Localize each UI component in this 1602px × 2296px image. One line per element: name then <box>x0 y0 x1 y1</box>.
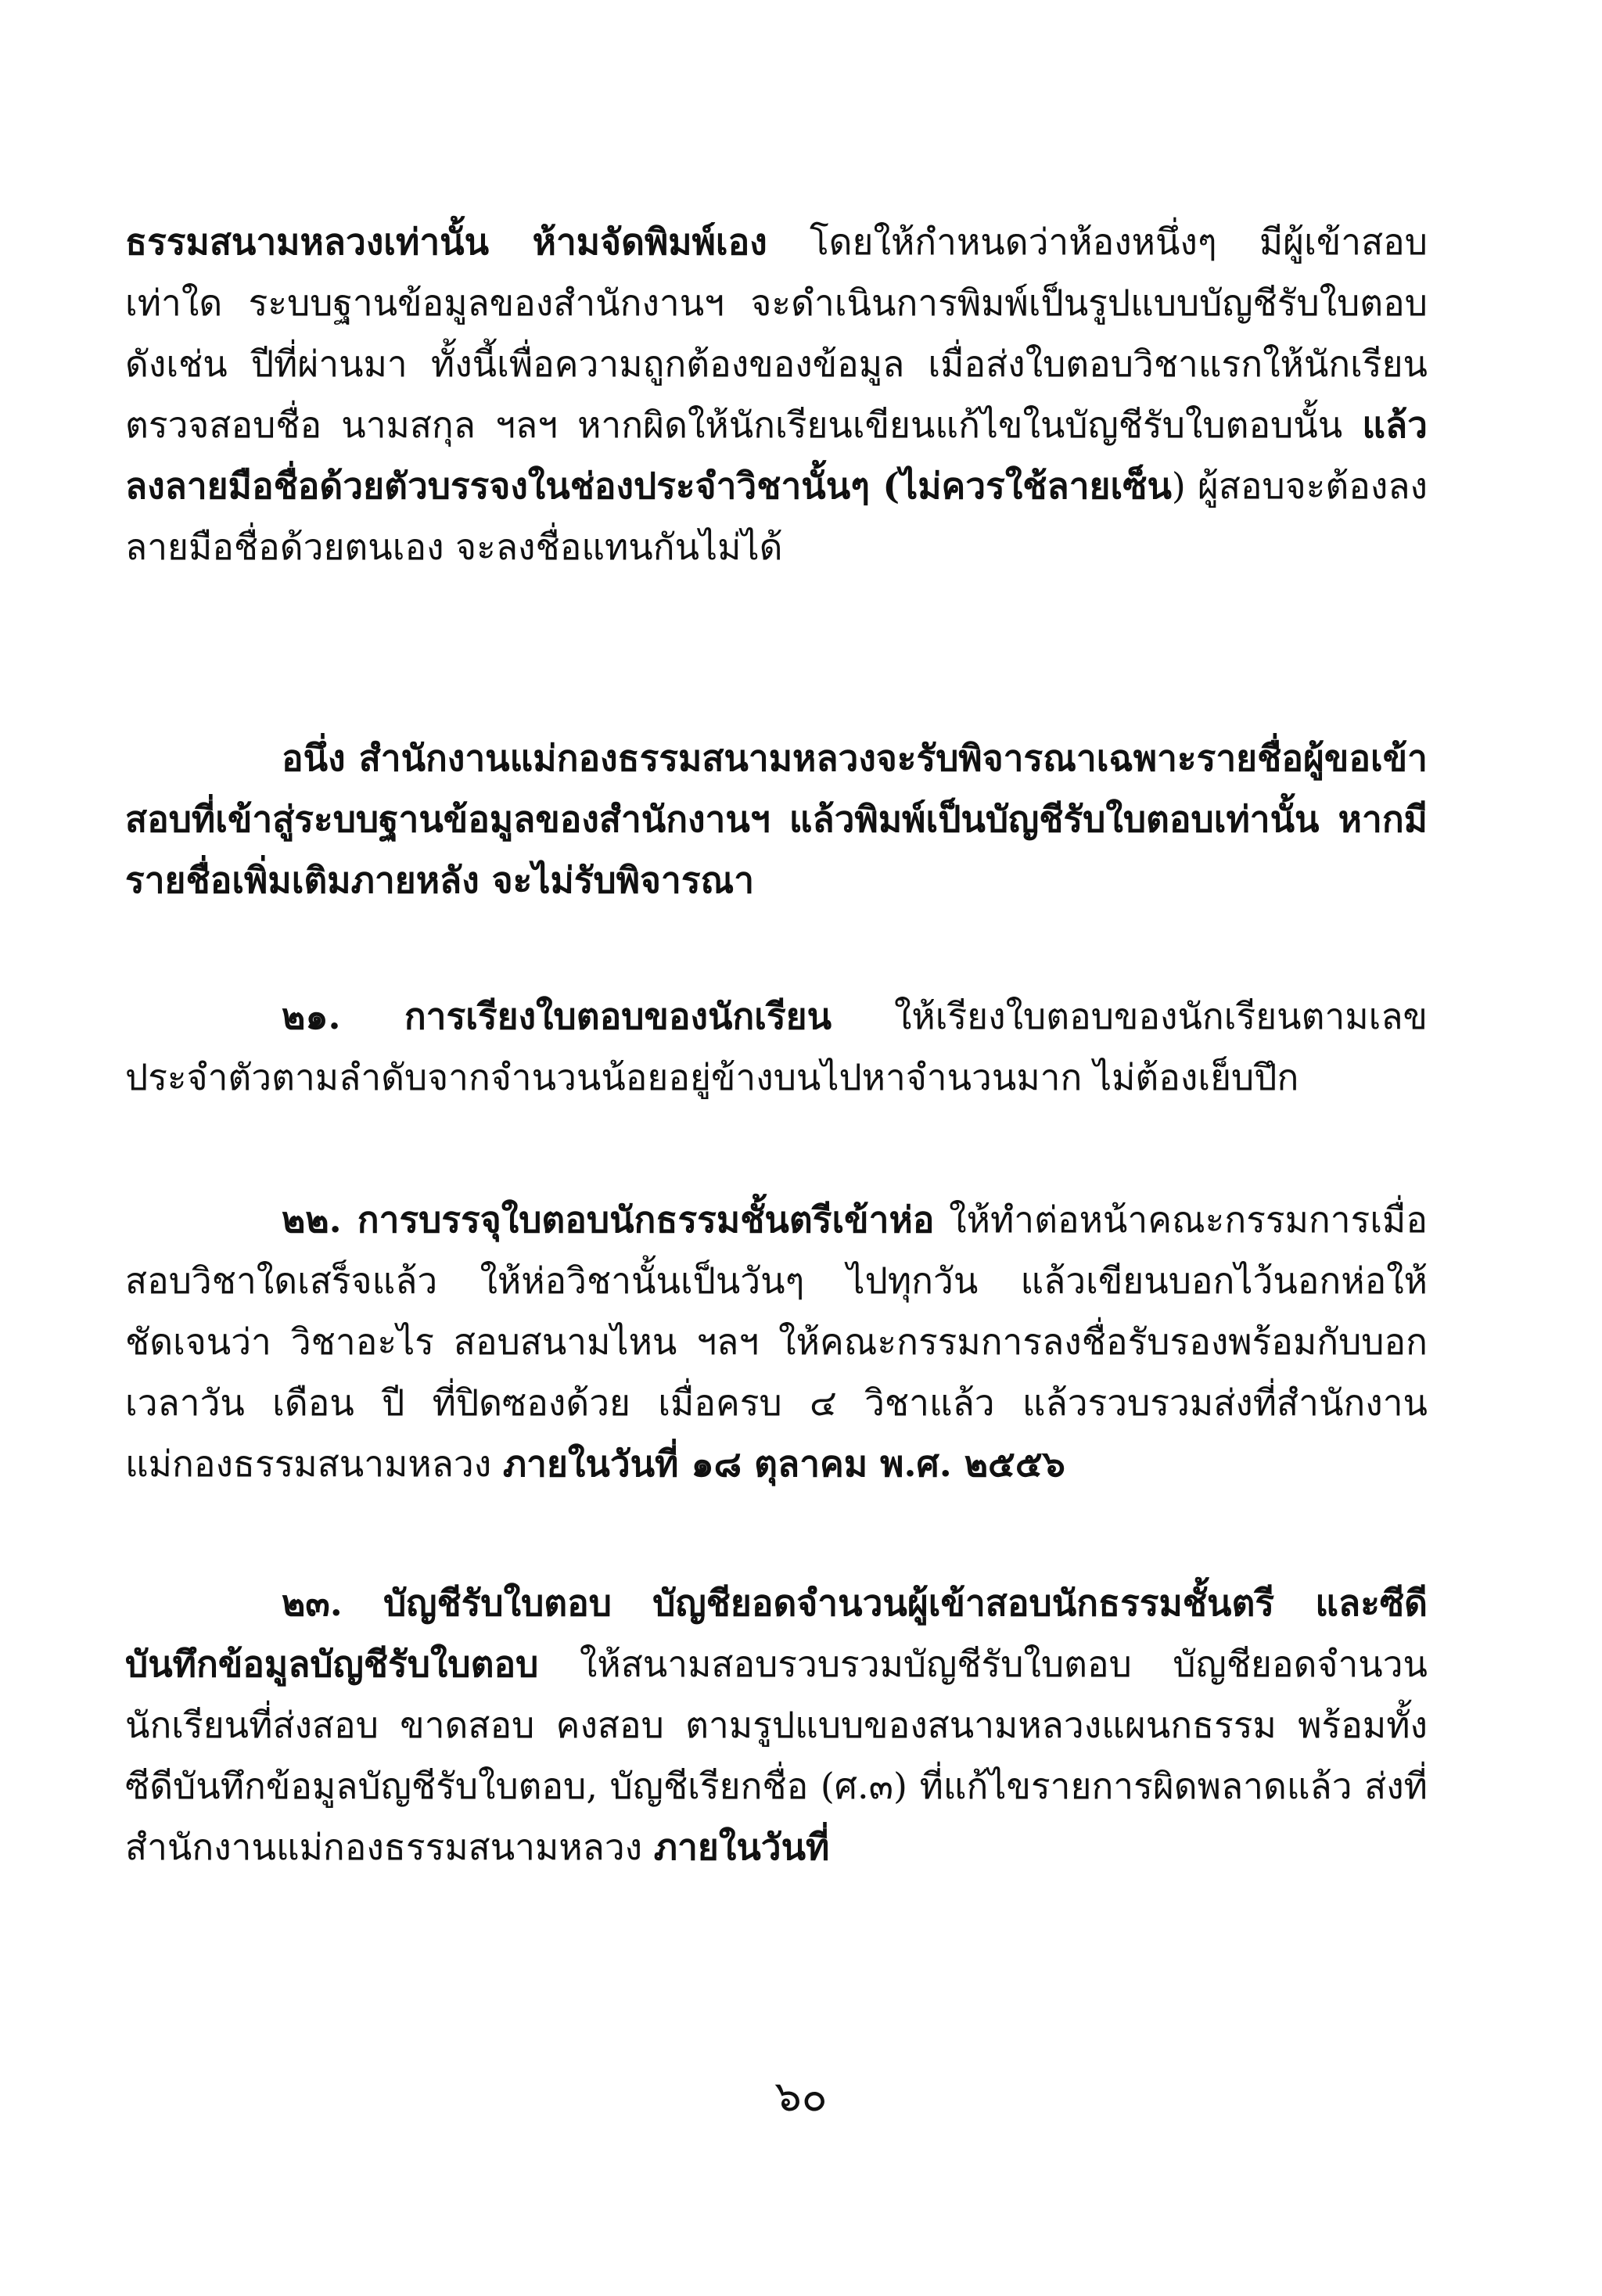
body-text: ให้เรียงใบตอบของนักเรียนตามเลขประจำตัวตามลำดับจากจำนวนน้อยอยู่ข้างบนไปหาจำนวนมาก ไม่ต้องเย็บปึก <box>125 995 1428 1098</box>
section-heading: ๒๑. การเรียงใบตอบของนักเรียน <box>282 995 832 1037</box>
section-heading: ๒๒. การบรรจุใบตอบนักธรรมชั้นตรีเข้าห่อ <box>282 1198 935 1241</box>
deadline-text: ภายในวันที่ ๑๘ ตุลาคม พ.ศ. ๒๕๕๖ <box>502 1443 1065 1485</box>
bold-text: ธรรมสนามหลวงเท่านั้น ห้ามจัดพิมพ์เอง <box>125 221 767 263</box>
paragraph-section-21 <box>125 986 1428 1108</box>
section-heading: ๒๓. บัญชีรับใบตอบ บัญชียอดจำนวนผู้เข้าสอบนักธรรมชั้นตรี และซีดีบันทึกข้อมูลบัญชีรับใบตอบ <box>125 1582 1428 1685</box>
bold-text: แล้วลงลายมือชื่อด้วยตัวบรรจงในช่องประจำวิชานั้นๆ (ไม่ควรใช้ลายเซ็น <box>125 404 1428 507</box>
body-text: โดยให้กำหนดว่าห้องหนึ่งๆ มีผู้เข้าสอบเท่าใด ระบบฐานข้อมูลของสำนักงานฯ จะดำเนินการพิมพ์เป็นรูปแบบบัญชีรับใบตอบดังเช่น ปีที่ผ่านมา ทั้งนี้เพื่อความถูกต้องของข้อมูล เมื่อส่งใบตอบวิชาแรกให้นักเรียนตรวจสอบชื่อ นามสกุล ฯลฯ หากผิดให้นักเรียนเขียนแก้ไขในบัญชีรับใบตอบนั้น <box>125 221 1428 446</box>
paragraph-note <box>125 728 1428 911</box>
deadline-text: ภายในวันที่ <box>653 1826 830 1868</box>
paragraph-section-22 <box>125 1189 1428 1494</box>
paragraph-section-23 <box>125 1572 1428 1877</box>
paragraph-exam-sheet-printing <box>125 211 1428 577</box>
bold-text: อนึ่ง สำนักงานแม่กองธรรมสนามหลวงจะรับพิจารณาเฉพาะรายชื่อผู้ขอเข้าสอบที่เข้าสู่ระบบฐานข้อมูลของสำนักงานฯ แล้วพิมพ์เป็นบัญชีรับใบตอบเท่านั้น หากมีรายชื่อเพิ่มเติมภายหลัง จะไม่รับพิจารณา <box>125 737 1428 901</box>
body-text: ให้ทำต่อหน้าคณะกรรมการเมื่อสอบวิชาใดเสร็จแล้ว ให้ห่อวิชานั้นเป็นวันๆ ไปทุกวัน แล้วเขียนบอกไว้นอกห่อให้ชัดเจนว่า วิชาอะไร สอบสนามไหน ฯลฯ ให้คณะกรรมการลงชื่อรับรองพร้อมกับบอกเวลาวัน เดือน ปี ที่ปิดซองด้วย เมื่อครบ ๔ วิชาแล้ว แล้วรวบรวมส่งที่สำนักงาน แม่กองธรรมสนามหลวง <box>125 1198 1428 1485</box>
body-text: ให้สนามสอบรวบรวมบัญชีรับใบตอบ บัญชียอดจำนวนนักเรียนที่ส่งสอบ ขาดสอบ คงสอบ ตามรูปแบบของสนามหลวงแผนกธรรม พร้อมทั้งซีดีบันทึกข้อมูลบัญชีรับใบตอบ, บัญชีเรียกชื่อ (ศ.๓) ที่แก้ไขรายการผิดพลาดแล้ว ส่งที่สำนักงานแม่กองธรรมสนามหลวง <box>125 1643 1428 1868</box>
body-text: ) ผู้สอบจะต้องลงลายมือชื่อด้วยตนเอง จะลงชื่อแทนกันไม่ได้ <box>125 465 1428 568</box>
page-number: ๖๐ <box>774 2071 828 2121</box>
